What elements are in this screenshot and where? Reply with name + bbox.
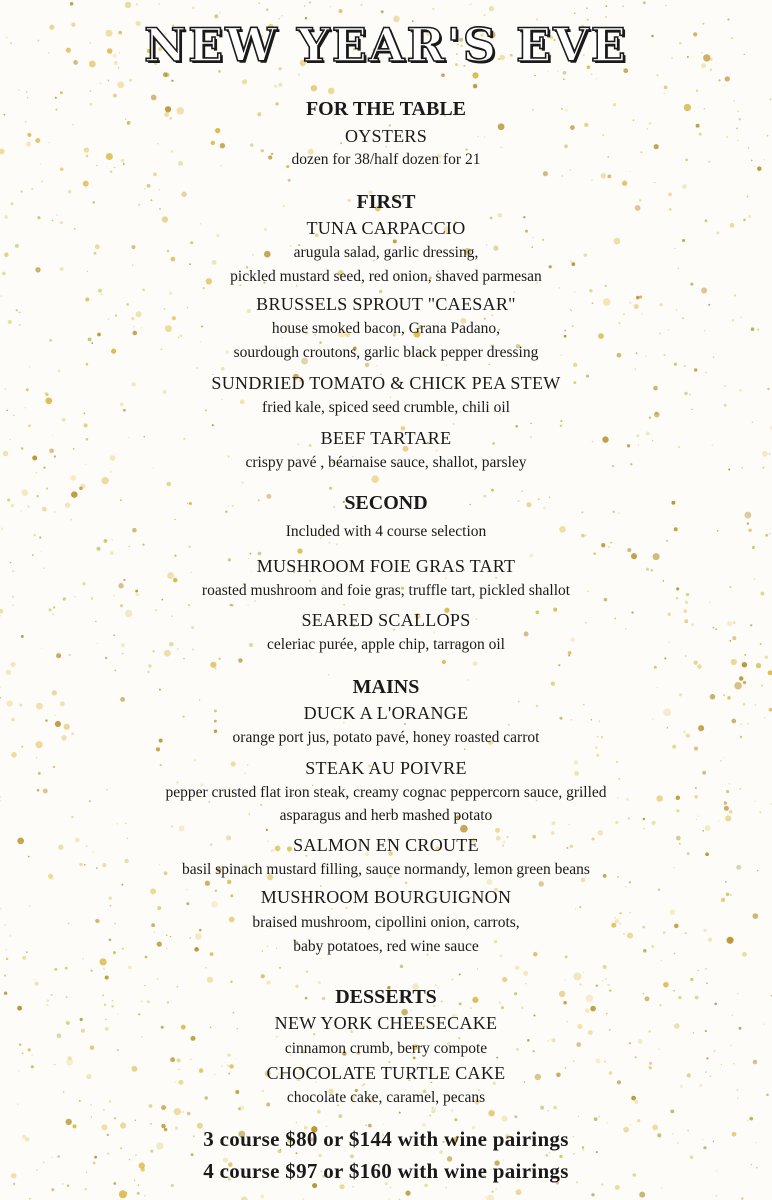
- page-title: NEW YEAR'S EVE: [144, 18, 628, 72]
- menu-item-description: house smoked bacon, Grana Padano,: [271, 320, 501, 337]
- menu-item-name: TUNA CARPACCIO: [306, 218, 466, 238]
- section-heading-second: SECOND: [344, 492, 428, 514]
- menu-item-description: roasted mushroom and foie gras, truffle tart, pickled shallot: [201, 582, 571, 599]
- menu-item-name: CHOCOLATE TURTLE CAKE: [266, 1063, 506, 1083]
- price-line-3-course: 3 course $80 or $144 with wine pairings: [203, 1127, 569, 1151]
- menu-item-description: celeriac purée, apple chip, tarragon oil: [267, 636, 505, 653]
- section-heading-first: FIRST: [356, 191, 416, 213]
- menu-item-name: BEEF TARTARE: [320, 428, 452, 448]
- menu-item-description: arugula salad, garlic dressing,: [293, 244, 479, 261]
- menu-item-description: braised mushroom, cipollini onion, carrots,: [252, 914, 520, 931]
- menu-item-name: MUSHROOM BOURGUIGNON: [260, 887, 512, 907]
- menu-item-name: NEW YORK CHEESECAKE: [274, 1013, 498, 1033]
- section-note: Included with 4 course selection: [285, 523, 487, 540]
- menu-item-name: BRUSSELS SPROUT "CAESAR": [256, 294, 516, 314]
- menu-item-description: baby potatoes, red wine sauce: [293, 938, 479, 955]
- menu-item-description: dozen for 38/half dozen for 21: [291, 151, 481, 168]
- section-heading-for-the-table: FOR THE TABLE: [305, 98, 467, 120]
- menu-item-name: MUSHROOM FOIE GRAS TART: [256, 556, 516, 576]
- menu-item-name: DUCK A L'ORANGE: [303, 703, 469, 723]
- menu-item-description: basil spinach mustard filling, sauce normandy, lemon green beans: [182, 861, 590, 878]
- menu-item-description: sourdough croutons, garlic black pepper dressing: [233, 344, 539, 361]
- menu-item-name: SUNDRIED TOMATO & CHICK PEA STEW: [211, 373, 561, 393]
- section-heading-desserts: DESSERTS: [335, 986, 437, 1008]
- price-line-4-course: 4 course $97 or $160 with wine pairings: [203, 1159, 569, 1183]
- menu-item-description: asparagus and herb mashed potato: [279, 807, 493, 824]
- menu-item-description: chocolate cake, caramel, pecans: [286, 1089, 486, 1106]
- menu-item-description: pepper crusted flat iron steak, creamy cognac peppercorn sauce, grilled: [165, 784, 607, 801]
- menu-item-description: pickled mustard seed, red onion, shaved parmesan: [230, 268, 542, 285]
- menu-item-name: SALMON EN CROUTE: [293, 835, 479, 855]
- menu-item-name: STEAK AU POIVRE: [305, 758, 467, 778]
- section-heading-mains: MAINS: [352, 676, 420, 698]
- menu-item-description: orange port jus, potato pavé, honey roasted carrot: [232, 729, 540, 746]
- menu-item-description: crispy pavé , béarnaise sauce, shallot, parsley: [245, 454, 527, 471]
- menu-item-name: OYSTERS: [344, 126, 428, 146]
- menu-item-name: SEARED SCALLOPS: [301, 610, 471, 630]
- menu-item-description: fried kale, spiced seed crumble, chili oil: [262, 399, 510, 416]
- menu-item-description: cinnamon crumb, berry compote: [284, 1040, 488, 1057]
